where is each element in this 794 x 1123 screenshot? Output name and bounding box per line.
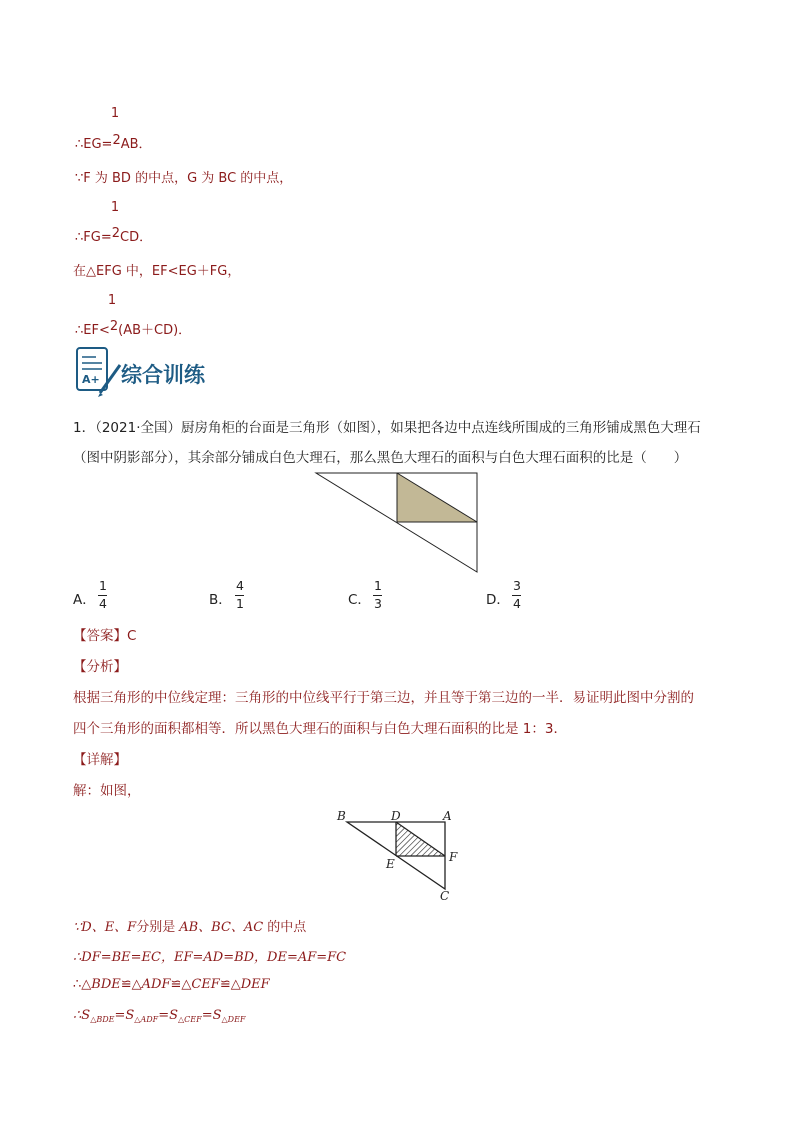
fraction-denominator: 2 [109,319,119,334]
label-c: C [440,889,450,903]
proof-4-s4: △DEF [221,1015,246,1024]
option-d-den: 4 [513,596,521,611]
proof-3-t3: CEF [191,977,220,992]
proof-3-c: ≌△ [170,977,192,992]
detail-figure [330,806,465,904]
proof-3-b: ≌△ [120,977,142,992]
option-a-num: 1 [99,578,107,593]
fraction-denominator: 2 [111,226,120,241]
derivation-line-5 [75,319,191,338]
proof-4-s2: △ADF [134,1015,159,1024]
proof-line-2: ∴DF=BE=EC，EF=AD=BD，DE=AF=FC [73,950,347,965]
question-line-1: 1．（2021·全国）厨房角柜的台面是三角形（如图），如果把各边中点连线所围成的三角形铺成黑色大理石 [73,420,701,436]
question-figure [310,468,485,576]
proof-1-text-b: 的中点 [267,920,307,935]
exam-paper-icon [74,345,122,399]
option-c-label[interactable]: C． [348,592,371,608]
option-b-label[interactable]: B． [209,592,232,608]
derivation-line-3 [75,226,152,245]
analysis-line-1: 根据三角形的中位线定理：三角形的中位线平行于第三边，并且等于第三边的一半．易证明此图中分割的 [73,690,694,706]
line3-suffix: CD． [120,230,153,245]
proof-3-d: ≌△ [219,977,241,992]
fraction-numerator: 1 [110,106,120,121]
fraction-numerator: 1 [107,293,117,308]
grade-badge: A+ [82,373,100,386]
detail-tag: 【详解】 [73,752,127,768]
proof-4-c: =S [158,1008,179,1023]
question-line-2: （图中阴影部分），其余部分铺成白色大理石，那么黑色大理石的面积与白色大理石面积的比是（ ） [73,450,688,466]
label-b: B [337,809,346,823]
analysis-tag: 【分析】 [73,659,127,675]
analysis-line-2: 四个三角形的面积都相等．所以黑色大理石的面积与白色大理石面积的比是 1：3． [73,721,567,737]
answer-value: C [127,628,137,644]
proof-3-t1: BDE [91,977,121,992]
proof-3-t4: DEF [240,977,270,992]
proof-1-text-a: 分别是 [136,920,176,935]
label-d: D [391,809,401,823]
proof-4-s3: △CEF [178,1015,202,1024]
fraction-numerator: 1 [110,200,120,215]
derivation-line-1 [75,133,152,152]
option-b-num: 4 [236,578,244,593]
proof-4-s1: △BDE [90,1015,115,1024]
proof-line-1 [73,916,306,935]
line5-suffix: (AB＋CD)． [118,323,192,338]
option-a-den: 4 [99,596,107,611]
proof-1-sides: AB、BC、AC [179,920,264,935]
proof-4-a: ∴S [73,1008,91,1023]
detail-intro: 解：如图， [73,783,141,799]
option-a-label[interactable]: A． [73,592,96,608]
option-c-num: 1 [374,578,382,593]
option-c-den: 3 [374,596,382,611]
answer-line [73,624,136,644]
proof-3-t2: ADF [141,977,171,992]
fraction-denominator: 2 [112,133,121,148]
proof-1-points: ∵D、E、F [73,920,137,935]
label-e: E [386,857,395,871]
line1-suffix: AB． [120,137,152,152]
label-a: A [443,809,452,823]
label-f: F [449,850,458,864]
proof-3-a: ∴△ [73,977,92,992]
option-d-num: 3 [513,578,521,593]
derivation-line-2: ∵F 为 BD 的中点，G 为 BC 的中点， [75,171,293,186]
answer-tag: 【答案】 [73,628,127,644]
proof-4-b: =S [114,1008,135,1023]
line3-prefix: ∴FG= [75,230,112,245]
proof-4-d: =S [201,1008,222,1023]
section-title: 综合训练 [121,363,205,387]
line1-prefix: ∴EG= [75,137,113,152]
proof-line-4 [73,1008,245,1024]
option-d-label[interactable]: D． [486,592,510,608]
proof-line-3 [73,977,270,992]
option-b-den: 1 [236,596,244,611]
line5-prefix: ∴EF< [75,323,110,338]
derivation-line-4: 在△EFG 中，EF<EG＋FG， [73,264,241,279]
